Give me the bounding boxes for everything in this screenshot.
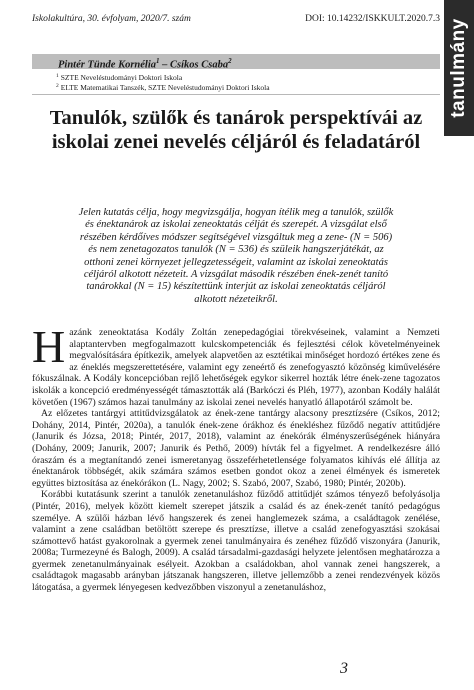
section-tab-label: tanulmány bbox=[448, 18, 469, 118]
body-paragraph-2: Az előzetes tantárgyi attitűdvizsgálatok az ének-zene tantárgy alacsony presztízsére (Csíkos, 2012; Dohány, 2014, Pintér, 2020a), a tanulók ének-zene órákhoz és énekléshez fűződő negatív attitűdjére (Janurik és Józsa, 2018; Pintér, 2017, 2018), valamint az énekórák élményszerűségének hiányára (Dohány, 2009; Janurik, 2007; Janurik és Pethő, 2009) hívták fel a figyelmet. A rendelkezésre álló óraszám és a megtanítandó zenei ismeretanyag összeférhetetlensége folyamatos kihívás elé állítja az énektanárok többségét, akik számára számos esetben gondot okoz a zenei élmények és ismeretek együttes biztosítása az énekórákon (L. Nagy, 2002; S. Szabó, 2007, Szabó, 1980; Pintér, 2020b). bbox=[32, 408, 440, 489]
body-paragraph-1 bbox=[32, 321, 440, 408]
affiliation-2-text: ELTE Matematikai Tanszék, SZTE Neveléstudományi Doktori Iskola bbox=[60, 83, 270, 92]
article-body bbox=[32, 321, 440, 594]
affiliation-2 bbox=[56, 83, 270, 92]
page-number: 3 bbox=[340, 660, 348, 677]
author-1: Pintér Tünde Kornélia bbox=[58, 59, 157, 71]
affiliation-1-text: SZTE Neveléstudományi Doktori Iskola bbox=[60, 73, 183, 82]
affiliation-divider bbox=[32, 94, 440, 95]
affiliation-1 bbox=[56, 73, 182, 82]
article-title: Tanulók, szülők és tanárok perspektívái az iskolai zenei nevelés céljáról és feladatáról bbox=[49, 107, 423, 153]
abstract: Jelen kutatás célja, hogy megvizsgálja, hogyan ítélik meg a tanulók, szülők és énektanárok az iskolai zeneoktatás célját és szerepét. A vizsgálat első részében kérdőíves módszer segítségével vizsgáltuk meg a zene- (N = 506) és nem zenetagozatos tanulók (N = 536) és szüleik hangszerjátékát, az otthoni zenei környezet jellegzetességeit, valamint az iskolai zeneoktatás céljáról alkotott nézeteit. A vizsgálat második részében ének-zenét tanító tanárokkal (N = 15) készítettünk interjút az iskolai zeneoktatás céljáról alkotott nézeteikről. bbox=[78, 207, 394, 305]
body-paragraph-1-text: azánk zeneoktatása Kodály Zoltán zenepedagógiai törekvéseinek, valamint a Nemzeti alaptantervben megfogalmazott kulcskompetenciák és fejlesztési célok követelményeinek megvalósítására építkezik, amelyek alapvetően az esztétikai minőséget hordozó értékes zene és az éneklés megszerettetésére, valamint egy zeneértő és zenefogyasztó közönség kiművelésére fókuszálnak. A Kodály koncepcióban rejlő lehetőségek egykor sikerrel hozták létre ének-zene tagozatos iskolák a koncepció eredményességét támasztották alá (Barkóczi és Pléh, 1977), azonban Kodály halálát követően (1967) számos hazai tanulmány az iskolai zenei nevelés hanyatló állapotáról számolt be. bbox=[32, 327, 440, 408]
affiliation-1-num: 1 bbox=[56, 73, 59, 79]
author-2: Csíkos Csaba bbox=[170, 59, 229, 71]
author-names bbox=[32, 54, 440, 73]
affiliation-2-num: 2 bbox=[56, 83, 59, 89]
body-paragraph-3: Korábbi kutatásunk szerint a tanulók zenetanuláshoz fűződő attitűdjét számos tényező befolyásolja (Pintér, 2016), melyek között kiemelt szerepet játszik a család és az ének-zenét tanító pedagógus személye. A szülői házban lévő hangszerek és zenei hanglemezek száma, a családtagok zenélése, valamint a zene családban betöltött szerepe és presztízse, illetve a család zenefogyasztási szokásai számottevő hatást gyakorolnak a gyermek zenei tanulmányaira és zenéhez fűződő viszonyára (Janurik, 2008a; Turmezeyné és Balogh, 2009). A család társadalmi-gazdasági helyzete jelentősen meghatározza a gyermek zenetanulmányainak esélyeit. Azokban a családokban, ahol vannak zenei hangszerek, a családtagok magasabb arányban játszanak hangszeren, illetve jellemzőbb a zenei rendezvények közös látogatása, a gyermek lényegesen kedvezőbben viszonyul a zenetanuláshoz, bbox=[32, 489, 440, 594]
author-2-sup: 2 bbox=[228, 57, 232, 65]
author-1-sup: 1 bbox=[156, 57, 160, 65]
drop-cap: H bbox=[32, 321, 66, 372]
doi-label[interactable]: DOI: 10.14232/ISKKULT.2020.7.3 bbox=[305, 14, 440, 24]
running-header bbox=[32, 14, 440, 28]
author-separator: – bbox=[159, 59, 171, 71]
authors-bar bbox=[32, 54, 440, 69]
journal-citation: Iskolakultúra, 30. évfolyam, 2020/7. szám bbox=[32, 14, 191, 24]
